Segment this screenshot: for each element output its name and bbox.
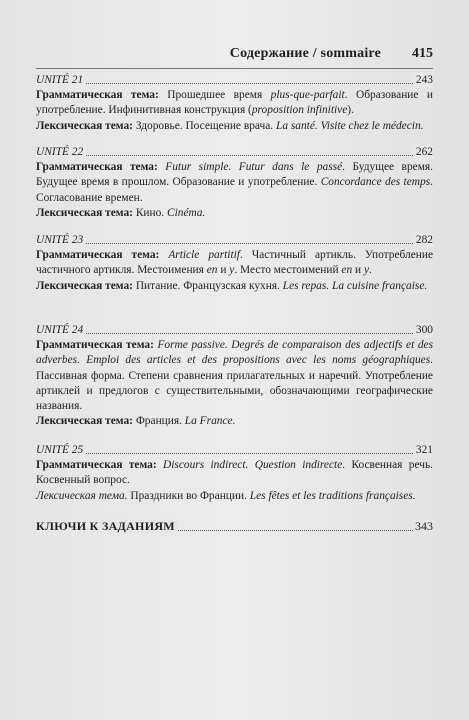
answer-keys-page-number: 343: [415, 519, 433, 533]
grammar-topic: [36, 88, 433, 118]
leader-dots: [36, 453, 433, 454]
toc-entry-answer-keys: [36, 519, 433, 535]
toc-entry-unit-24: [36, 323, 433, 429]
grammar-topic: [36, 338, 433, 414]
text-run: La France.: [184, 415, 236, 428]
unit-title: UNITÉ 21: [36, 73, 86, 88]
text-run: Грамматическая тема:: [36, 459, 164, 472]
grammar-topic: [36, 458, 433, 488]
lexical-topic: [36, 279, 433, 294]
header-rule: [36, 68, 433, 69]
text-run: . Согласование времен.: [36, 176, 433, 204]
text-run: . Косвенная речь. Косвенный вопрос.: [36, 459, 433, 487]
text-run: Франция.: [135, 415, 185, 428]
leader-dots: [36, 155, 433, 156]
text-run: Лексическая тема:: [36, 415, 136, 428]
text-run: Здоровье. Посещение врача.: [135, 119, 276, 132]
unit-page-number: 321: [413, 443, 433, 458]
leader-dots: [36, 243, 433, 244]
unit-title: UNITÉ 25: [36, 443, 86, 458]
text-run: Les fêtes et les traditions françaises.: [249, 489, 416, 502]
toc-entry-unit-21: [36, 73, 433, 134]
page-header-title: Содержание / sommaire: [229, 46, 381, 61]
text-run: Futur simple. Futur dans le passé: [165, 161, 343, 174]
answer-keys-title: КЛЮЧИ К ЗАДАНИЯМ: [36, 519, 178, 534]
toc-entry-unit-25: [36, 443, 433, 504]
text-run: Грамматическая тема:: [36, 339, 158, 352]
text-run: plus-que-parfait: [270, 89, 345, 102]
unit-title: UNITÉ 22: [36, 145, 86, 160]
toc-entry-head: [36, 323, 433, 338]
grammar-topic: [36, 160, 433, 206]
unit-title: UNITÉ 23: [36, 233, 86, 248]
text-run: Праздники во Франции.: [130, 489, 250, 502]
text-run: . Частичный артикль. Употребление частичного артикля. Местоимения: [36, 249, 433, 277]
text-run: Лексическая тема.: [36, 489, 131, 502]
unit-title: UNITÉ 24: [36, 323, 86, 338]
lexical-topic: [36, 489, 433, 504]
text-run: . Пассивная форма. Степени сравнения прилагательных и наречий. Употребление артиклей и предлогов с существительными, обозначающими географические названия.: [36, 354, 433, 412]
text-run: .: [369, 264, 372, 277]
text-run: Article partitif: [168, 249, 240, 262]
text-run: Кино.: [135, 206, 167, 219]
text-run: Discours indirect. Question indirecte: [163, 459, 343, 472]
text-run: en: [206, 264, 218, 277]
unit-page-number: 243: [413, 73, 433, 88]
text-run: . Место местоимений: [234, 264, 342, 277]
text-run: Forme passive. Degrés de comparaison des adjectifs et des adverbes. Emploi des articles et des propositions avec les noms géographiques: [36, 339, 434, 367]
text-run: . Образование и употребление. Инфинитивная конструкция (: [36, 89, 433, 117]
grammar-topic: [36, 248, 433, 278]
leader-dots: [36, 83, 433, 84]
text-run: y: [363, 264, 370, 277]
text-run: proposition infinitive: [251, 104, 348, 117]
toc-entry-unit-23: [36, 233, 433, 294]
toc-entry-unit-22: [36, 145, 433, 221]
text-run: Грамматическая тема:: [36, 161, 166, 174]
text-run: и: [217, 264, 230, 277]
page-number: 415: [412, 46, 433, 61]
text-run: Грамматическая тема:: [36, 89, 168, 102]
text-run: Прошедшее время: [167, 89, 271, 102]
leader-dots: [36, 333, 433, 334]
unit-page-number: 262: [413, 145, 433, 160]
text-run: Лексическая тема:: [36, 206, 136, 219]
lexical-topic: [36, 119, 433, 134]
text-run: en: [341, 264, 353, 277]
text-run: Concordance des temps: [320, 176, 431, 189]
page-header: [36, 46, 433, 66]
toc-entry-head: [36, 443, 433, 458]
text-run: y: [229, 264, 235, 277]
toc-entry-head: [36, 73, 433, 88]
text-run: . Будущее время. Будущее время в прошлом. Образование и употребление.: [36, 161, 433, 189]
text-run: Лексическая тема:: [36, 279, 136, 292]
text-run: Грамматическая тема:: [36, 249, 169, 262]
text-run: Les repas. La cuisine française.: [282, 279, 428, 292]
toc-entry-head: [36, 233, 433, 248]
lexical-topic: [36, 414, 433, 429]
text-run: и: [352, 264, 364, 277]
lexical-topic: [36, 206, 433, 221]
text-run: La santé. Visite chez le médecin.: [275, 119, 424, 132]
text-run: ).: [347, 104, 354, 117]
text-run: Лексическая тема:: [36, 119, 136, 132]
unit-page-number: 300: [413, 323, 433, 338]
toc-entry-head: [36, 145, 433, 160]
unit-page-number: 282: [413, 233, 433, 248]
text-run: Питание. Французская кухня.: [135, 279, 283, 292]
text-run: Cinéma.: [167, 206, 206, 219]
